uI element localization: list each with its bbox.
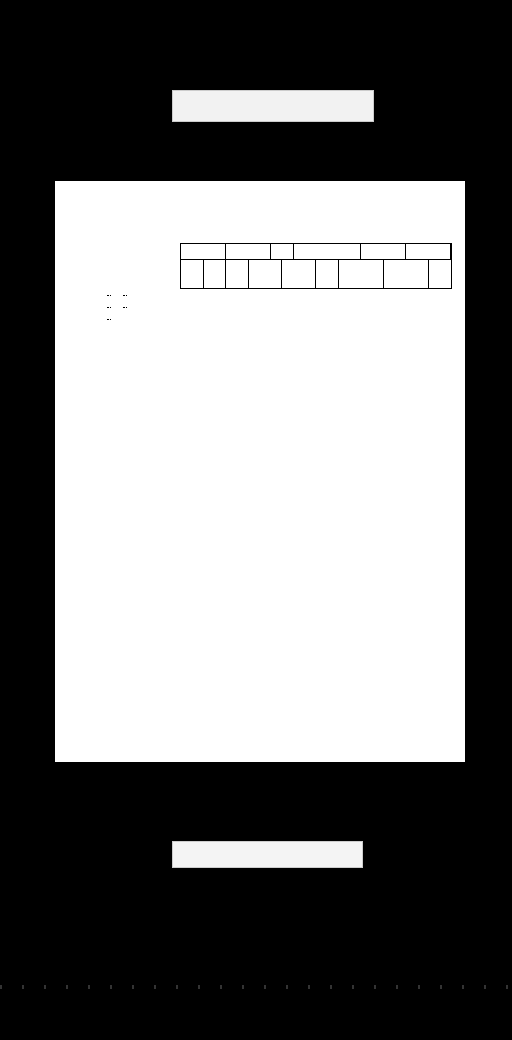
code-digit (249, 260, 272, 288)
code-digit (429, 260, 452, 288)
code-digit (384, 260, 407, 288)
line-number (85, 319, 95, 320)
line-province (85, 295, 445, 296)
code-digit (406, 260, 429, 288)
code-header-category (294, 244, 362, 260)
code-digit (271, 260, 282, 288)
code-grid (180, 243, 452, 289)
province-value (107, 295, 111, 296)
code-digit (204, 260, 227, 288)
village-value (123, 307, 127, 308)
code-digit (226, 260, 249, 288)
divider-dots (0, 985, 512, 989)
code-header-district (226, 244, 271, 260)
code-digit (361, 260, 384, 288)
line-number (85, 307, 95, 308)
barcode-number (172, 841, 363, 868)
line-temple (85, 307, 445, 308)
code-header-province (181, 244, 226, 260)
code-digit (181, 260, 204, 288)
code-header-story (406, 244, 451, 260)
line-title (85, 319, 445, 320)
line-number (85, 295, 95, 296)
survey-form (55, 181, 465, 762)
collection-label (172, 90, 374, 122)
code-digit (282, 260, 293, 288)
code-digit (316, 260, 339, 288)
title-value (107, 319, 111, 320)
code-digit (339, 260, 362, 288)
code-header-bundle (361, 244, 406, 260)
district-value (123, 295, 127, 296)
code-header-temple (271, 244, 294, 260)
temple-value (107, 307, 111, 308)
code-digit (294, 260, 317, 288)
